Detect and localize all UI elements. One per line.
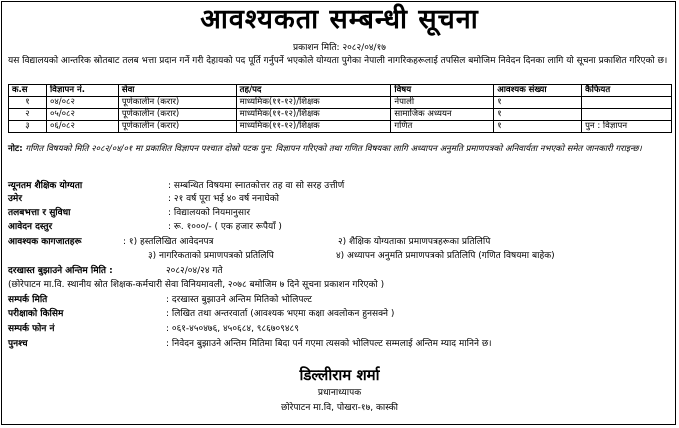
age-label: उमेर [8, 194, 22, 204]
header-required-number: आवश्यक संख्या [494, 85, 582, 97]
cell-required-number: १ [494, 97, 582, 109]
document-item: ३) नागरिकताको प्रमाणपत्रको प्रतिलिपि [148, 251, 274, 261]
cell-remarks [582, 97, 672, 109]
cell-required-number: १ [494, 121, 582, 133]
cell-subject: नेपाली [391, 97, 494, 109]
deadline-note: (छोरेपाटन मा.वि. स्थानीय स्रोत शिक्षक-कर्मचारी सेवा विनियमावली, २०७८ बमोजिम ७ दिने सूचना प्रकाशन गरिएको ) [8, 280, 385, 290]
cell-level-post: माध्यमिक(११-१२)/शिक्षक [236, 97, 391, 109]
cell-service: पूर्णकालीन (करार) [118, 97, 236, 109]
header-service: सेवा [118, 85, 236, 97]
cell-level-post: माध्यमिक(११-१२)/शिक्षक [236, 121, 391, 133]
publication-date: प्रकाशन मिति: २०८२/०४/१७ [293, 43, 386, 53]
cell-level-post: माध्यमिक(११-१२)/शिक्षक [236, 109, 391, 121]
header-ad-no: विज्ञापन नं. [46, 85, 118, 97]
cell-subject: सामाजिक अध्ययन [391, 109, 494, 121]
qualification-label: न्यूनतम शैक्षिक योग्यता [8, 181, 83, 191]
age-value: : २१ वर्ष पूरा भई ४० वर्ष ननाघेको [168, 194, 279, 204]
note-label: नोट: [8, 144, 23, 154]
contact-date-label: सम्पर्क मिति [8, 295, 48, 305]
header-subject: विषय [391, 85, 494, 97]
deadline-label: दरखास्त बुझाउने अन्तिम मिति : [8, 266, 113, 276]
cell-sn: १ [9, 97, 47, 109]
phone-value: : ०६१-४५०४७६, ४५०६८४, ९८६७०९४८९ [166, 324, 299, 334]
notice-title: आवश्यकता सम्बन्धी सूचना [200, 4, 479, 35]
note-paragraph [8, 143, 672, 155]
note-text: गणित विषयको मिति २०८२/०४/०१ मा प्रकाशित विज्ञापन पश्चात दोस्रो पटक पुन: विज्ञापन गरिएको तथा गणित विषयका लागि अध्यापन अनुमति प्रमाणपत्रको अनिवार्यता नभएको समेत जानकारी गराइन्छ। [25, 144, 642, 154]
salary-value: : विद्यालयको नियमानुसार [168, 208, 251, 218]
fee-label: आवेदन दस्तुर [8, 222, 53, 232]
phone-label: सम्पर्क फोन नं [8, 324, 55, 334]
cell-ad-no: ०४/०८२ [46, 97, 118, 109]
cell-service: पूर्णकालीन (करार) [118, 121, 236, 133]
header-level-post: तह/पद [236, 85, 391, 97]
exam-type-value: : लिखित तथा अन्तरवार्ता (आवश्यक भएमा कक्षा अवलोकन हुनसक्ने ) [166, 309, 395, 319]
documents-label: आवश्यक कागजातहरू [8, 237, 82, 247]
cell-ad-no: ०५/०८२ [46, 109, 118, 121]
signatory-name: डिल्लीराम शर्मा [299, 366, 380, 384]
header-sn: क.स [9, 85, 47, 97]
school-address: छोरेपाटन मा.वि, पोखरा-१७, कास्की [281, 403, 398, 413]
document-item: : १) हस्तलिखित आवेदनपत्र [123, 237, 214, 247]
cell-sn: २ [9, 109, 47, 121]
vacancy-table [8, 84, 672, 133]
signatory-designation: प्रधानाध्यापक [317, 388, 362, 398]
exam-type-label: परीक्षाको किसिम [8, 309, 64, 319]
intro-paragraph: यस विद्यालयको आन्तरिक स्रोतबाट तलब भत्ता प्रदान गर्ने गरी देहायको पद पूर्ति गर्नुपर्ने भएकोले योग्यता पुगेका नेपाली नागरिकहरूलाई तपसिल बमोजिम निवेदन दिनका लागि यो सूचना प्रकाशित गरिएको छ। [8, 56, 668, 66]
fee-value: : रू. १०००/- ( एक हजार रूपैयाँ ) [168, 222, 282, 232]
postscript-label: पुनश्च [8, 339, 28, 349]
table-row [9, 109, 672, 121]
qualification-value: : सम्बन्धित विषयमा स्नातकोत्तर तह वा सो सरह उत्तीर्ण [168, 181, 345, 191]
cell-subject: गणित [391, 121, 494, 133]
deadline-value: २०८२/०४/२४ गते [166, 266, 223, 276]
contact-date-value: : दरखास्त बुझाउने अन्तिम मितिको भोलिपल्ट [166, 295, 312, 305]
postscript-value: : निवेदन बुझाउने अन्तिम मितिमा बिदा पर्न गएमा त्यसको भोलिपल्ट सम्मलाई अन्तिम म्याद मानिने छ। [166, 339, 492, 349]
table-header-row [9, 85, 672, 97]
table-row [9, 97, 672, 109]
document-item: ४) अध्यापन अनुमति प्रमाणपत्रको प्रतिलिपि (गणित विषयमा बाहेक) [336, 251, 555, 261]
cell-required-number: १ [494, 109, 582, 121]
document-item: २) शैक्षिक योग्यताका प्रमाणपत्रहरूका प्रतिलिपि [338, 237, 491, 247]
cell-sn: ३ [9, 121, 47, 133]
table-row [9, 121, 672, 133]
cell-ad-no: ०६/०८२ [46, 121, 118, 133]
cell-remarks [582, 109, 672, 121]
salary-label: तलबभत्ता र सुविधा [8, 208, 71, 218]
cell-remarks: पुन : विज्ञापन [582, 121, 672, 133]
cell-service: पूर्णकालीन (करार) [118, 109, 236, 121]
header-remarks: कैफियत [582, 85, 672, 97]
